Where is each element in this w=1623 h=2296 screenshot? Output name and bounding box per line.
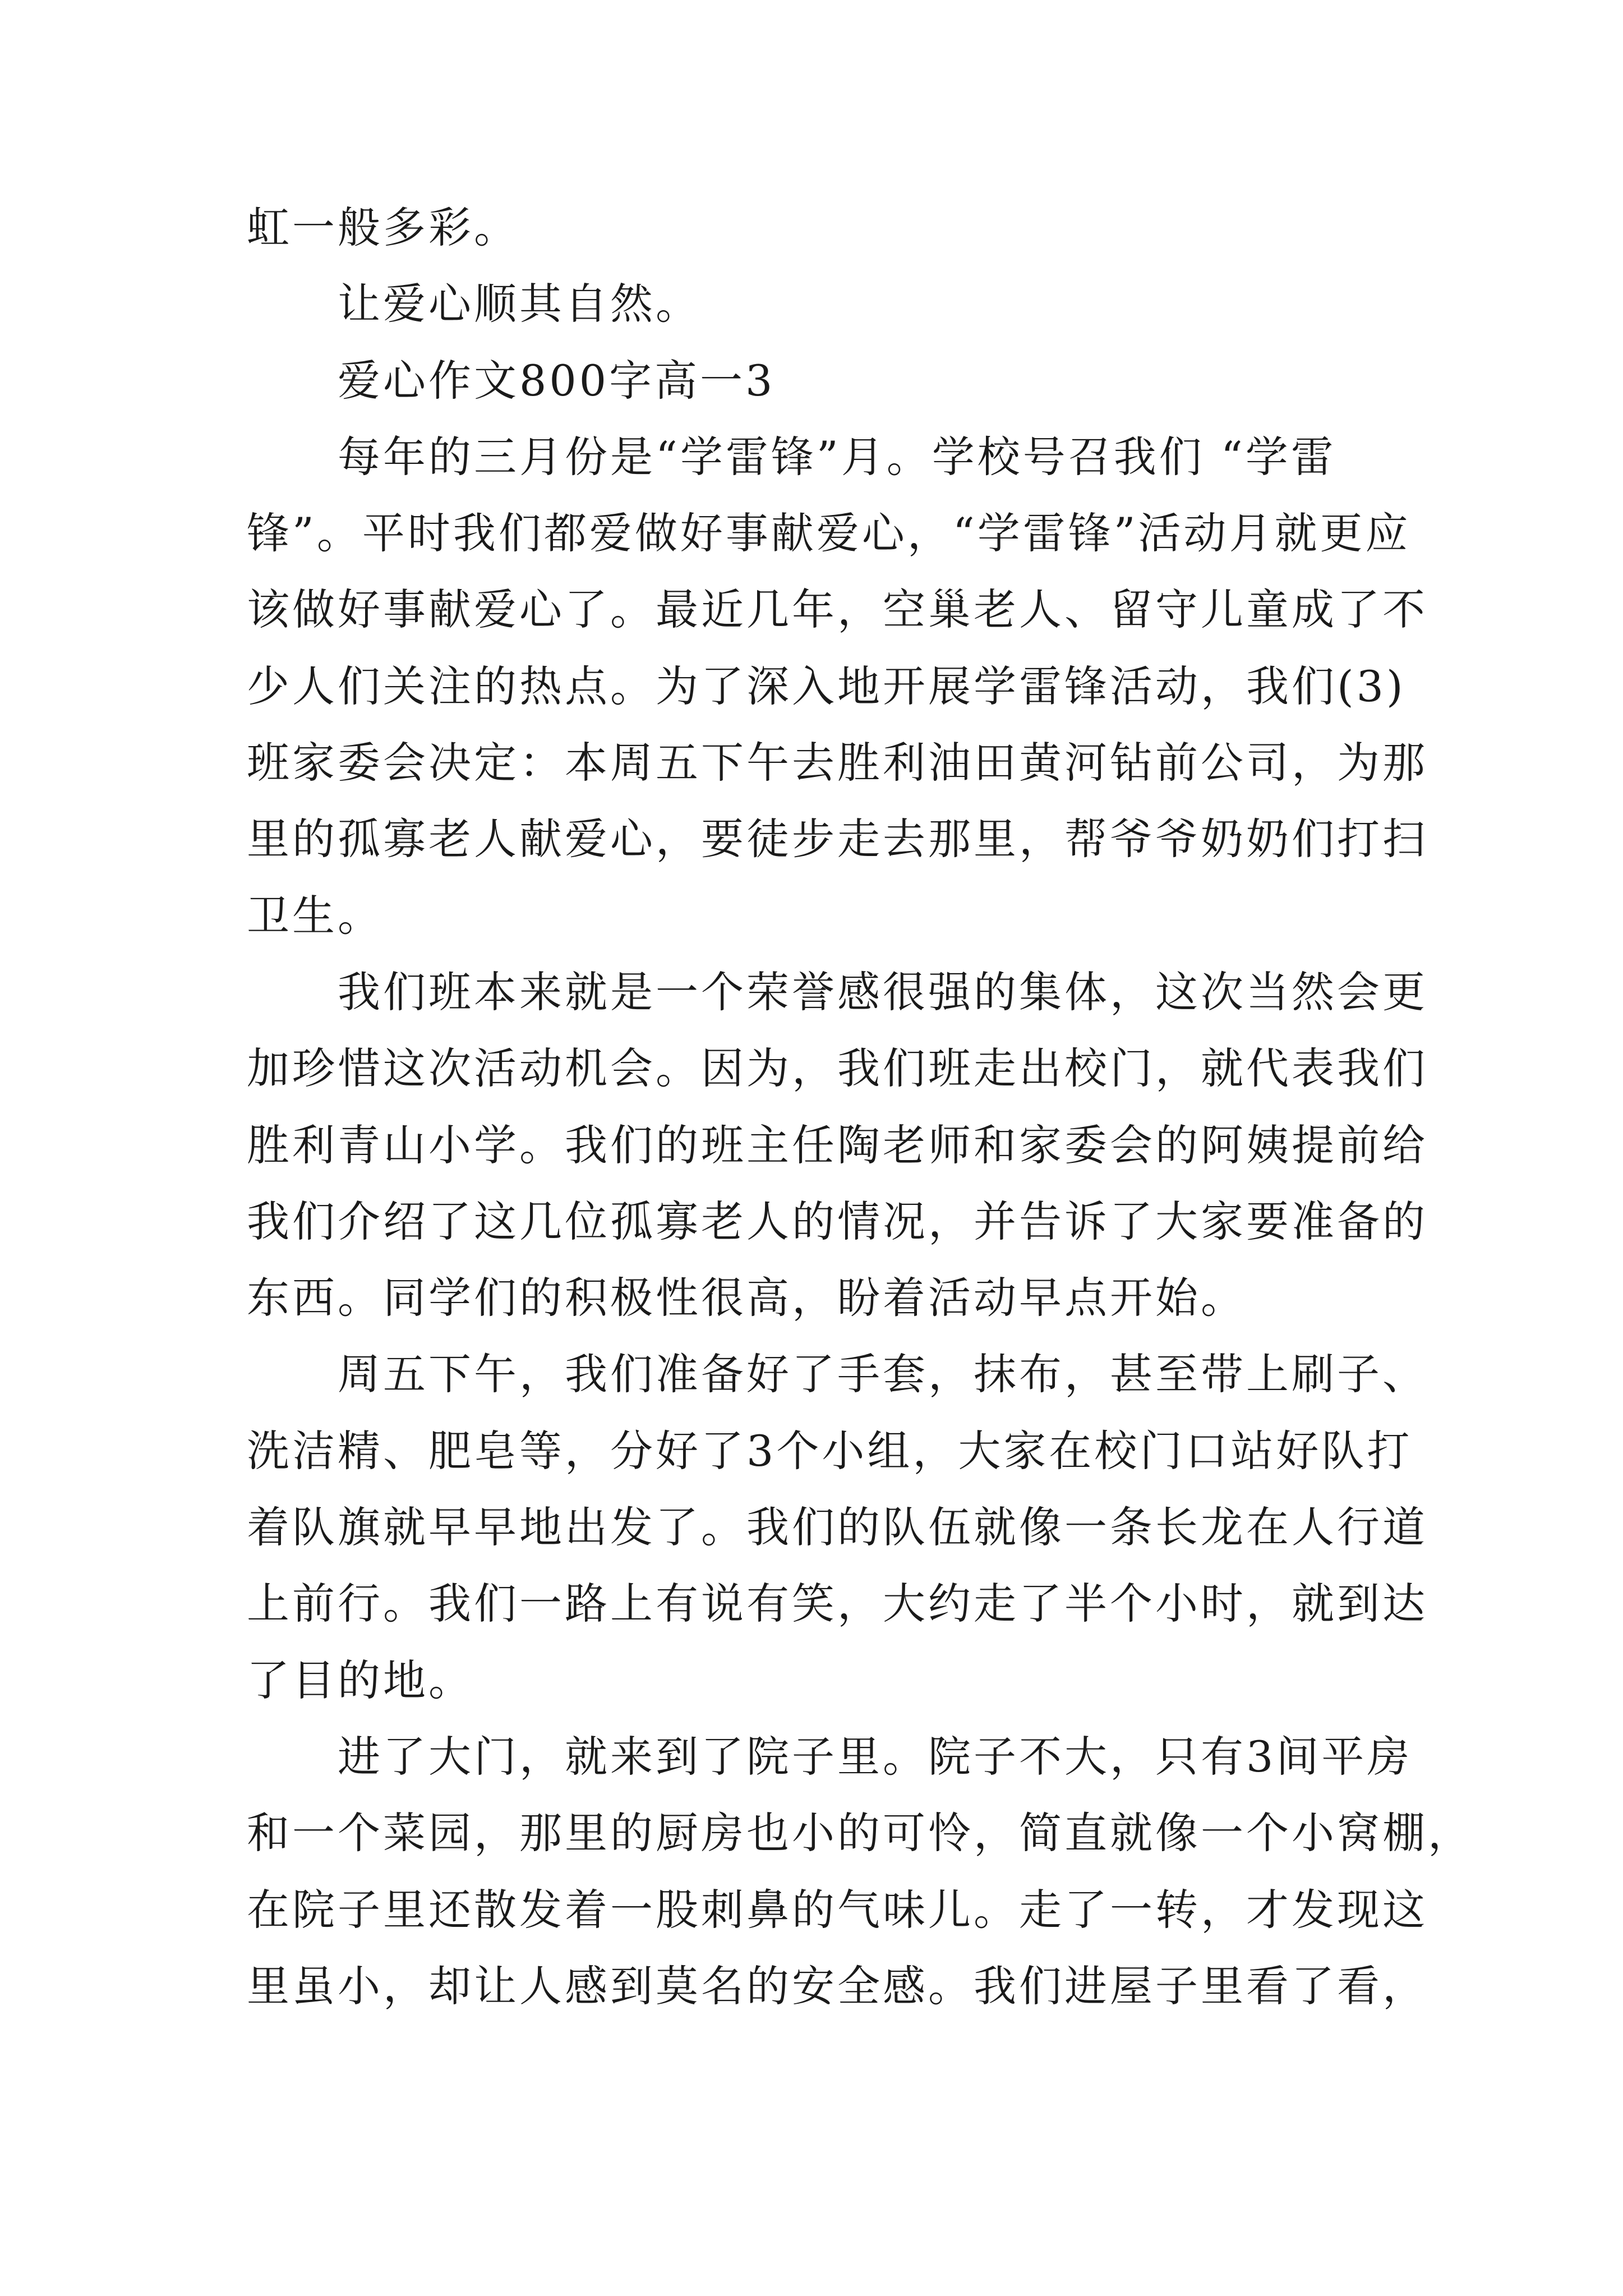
text-line: 该做好事献爱心了。最近几年，空巢老人、留守儿童成了不 — [247, 585, 1428, 635]
text-line: 锋”。平时我们都爱做好事献爱心，“学雷锋”活动月就更应 — [247, 508, 1411, 559]
text-line: 在院子里还散发着一股刺鼻的气味儿。走了一转，才发现这 — [247, 1884, 1428, 1935]
text-line: 我们班本来就是一个荣誉感很强的集体，这次当然会更 — [247, 967, 1428, 1017]
text-line: 进了大门，就来到了院子里。院子不大，只有3间平房 — [247, 1731, 1413, 1782]
text-line: 我们介绍了这几位孤寡老人的情况，并告诉了大家要准备的 — [247, 1196, 1428, 1246]
text-line: 胜利青山小学。我们的班主任陶老师和家委会的阿姨提前给 — [247, 1120, 1428, 1170]
text-line: 虹一般多彩。 — [247, 203, 519, 252]
text-line: 着队旗就早早地出发了。我们的队伍就像一条长龙在人行道 — [247, 1502, 1428, 1553]
text-line: 东西。同学们的积极性很高，盼着活动早点开始。 — [247, 1273, 1246, 1323]
text-line: 和一个菜园，那里的厨房也小的可怜，简直就像一个小窝棚， — [247, 1808, 1473, 1858]
text-line: 上前行。我们一路上有说有笑，大约走了半个小时，就到达 — [247, 1579, 1428, 1629]
text-line: 里虽小，却让人感到莫名的安全感。我们进屋子里看了看， — [247, 1961, 1428, 2011]
essay-text — [247, 190, 1473, 2024]
text-line: 让爱心顺其自然。 — [247, 279, 701, 329]
text-line: 洗洁精、肥皂等，分好了3个小组，大家在校门口站好队打 — [247, 1425, 1413, 1476]
text-line: 了目的地。 — [247, 1655, 474, 1705]
text-line: 加珍惜这次活动机会。因为，我们班走出校门，就代表我们 — [247, 1043, 1428, 1094]
text-line: 少人们关注的热点。为了深入地开展学雷锋活动，我们(3) — [247, 661, 1406, 711]
text-line: 里的孤寡老人献爱心，要徒步走去那里，帮爷爷奶奶们打扫 — [247, 814, 1428, 864]
text-line: 爱心作文800字高一3 — [247, 355, 776, 406]
text-line: 每年的三月份是“学雷锋”月。学校号召我们 “学雷 — [247, 431, 1336, 482]
text-line: 周五下午，我们准备好了手套，抹布，甚至带上刷子、 — [247, 1349, 1428, 1400]
text-line: 班家委会决定：本周五下午去胜利油田黄河钻前公司，为那 — [247, 738, 1428, 788]
text-line: 卫生。 — [247, 890, 383, 941]
